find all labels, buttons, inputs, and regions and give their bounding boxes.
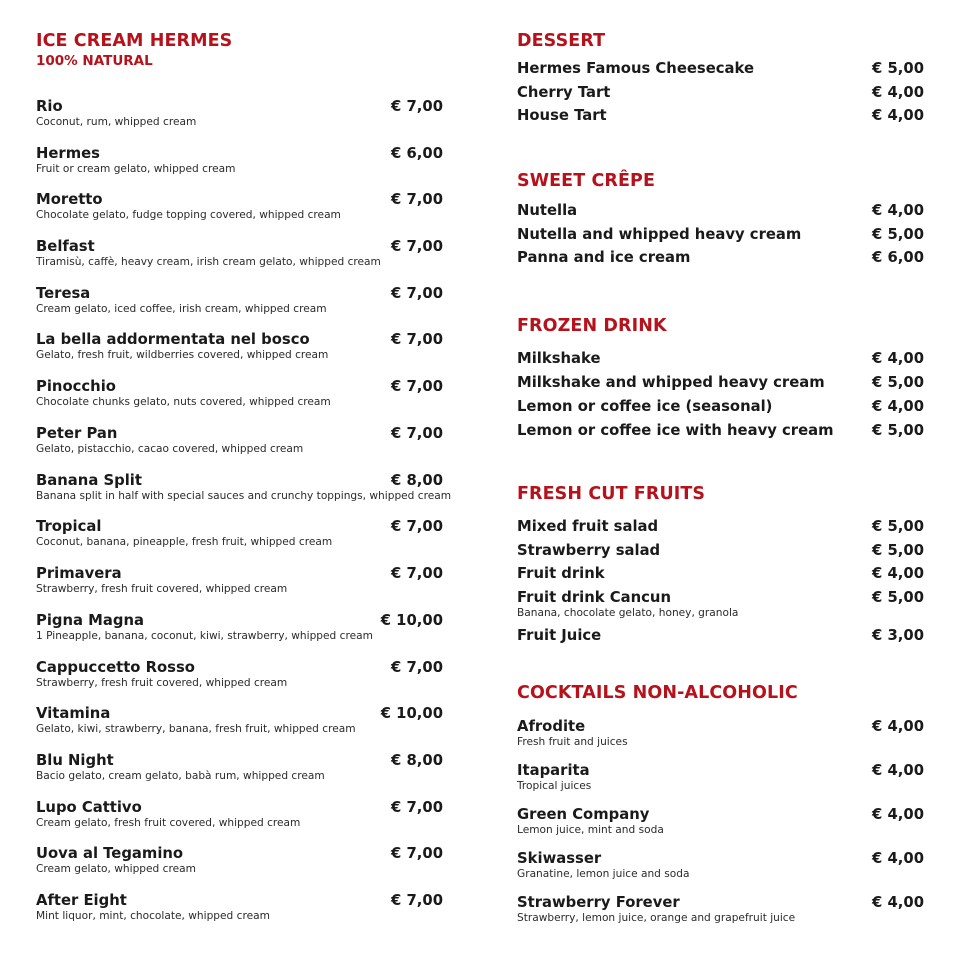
item-name: Belfast bbox=[36, 238, 95, 255]
menu-item bbox=[36, 472, 452, 503]
item-price: € 5,00 bbox=[872, 518, 924, 535]
item-description: Gelato, kiwi, strawberry, banana, fresh fruit, whipped cream bbox=[36, 723, 356, 735]
item-description: 1 Pineapple, banana, coconut, kiwi, strawberry, whipped cream bbox=[36, 630, 373, 642]
item-description: Coconut, rum, whipped cream bbox=[36, 116, 197, 128]
item-name: After Eight bbox=[36, 892, 127, 909]
item-name: Nutella bbox=[517, 202, 578, 219]
item-price: € 7,00 bbox=[391, 331, 443, 348]
item-name: Green Company bbox=[517, 806, 650, 823]
item-price: € 5,00 bbox=[872, 589, 924, 606]
item-price: € 4,00 bbox=[872, 894, 924, 911]
item-description: Mint liquor, mint, chocolate, whipped cream bbox=[36, 910, 270, 922]
item-description: Bacio gelato, cream gelato, babà rum, whipped cream bbox=[36, 770, 325, 782]
item-description: Banana, chocolate gelato, honey, granola bbox=[517, 607, 739, 619]
item-price: € 8,00 bbox=[391, 472, 443, 489]
item-name: Afrodite bbox=[517, 718, 586, 735]
item-name: Hermes bbox=[36, 145, 100, 162]
item-name: Blu Night bbox=[36, 752, 114, 769]
item-description: Gelato, pistacchio, cacao covered, whipped cream bbox=[36, 443, 304, 455]
item-name: Skiwasser bbox=[517, 850, 602, 867]
menu-item bbox=[517, 350, 927, 368]
item-price: € 7,00 bbox=[391, 425, 443, 442]
item-description: Cream gelato, iced coffee, irish cream, whipped cream bbox=[36, 303, 327, 315]
item-name: Peter Pan bbox=[36, 425, 118, 442]
menu-item bbox=[517, 202, 927, 220]
item-price: € 4,00 bbox=[872, 84, 924, 101]
item-description: Gelato, fresh fruit, wildberries covered, whipped cream bbox=[36, 349, 329, 361]
menu-item bbox=[517, 374, 927, 392]
menu-item bbox=[36, 659, 446, 690]
menu-item bbox=[517, 762, 927, 793]
item-name: Primavera bbox=[36, 565, 122, 582]
menu-item bbox=[36, 845, 446, 876]
menu-item bbox=[36, 98, 446, 129]
menu-item bbox=[36, 752, 446, 783]
item-description: Coconut, banana, pineapple, fresh fruit, whipped cream bbox=[36, 536, 333, 548]
item-price: € 5,00 bbox=[872, 60, 924, 77]
item-price: € 5,00 bbox=[872, 422, 924, 439]
item-name: Tropical bbox=[36, 518, 102, 535]
menu-item bbox=[517, 806, 927, 837]
item-price: € 7,00 bbox=[391, 565, 443, 582]
menu-item bbox=[36, 238, 446, 269]
menu-item bbox=[517, 84, 927, 102]
section-title-fresh-cut-fruits: FRESH CUT FRUITS bbox=[517, 484, 706, 504]
item-price: € 7,00 bbox=[391, 191, 443, 208]
item-name: Rio bbox=[36, 98, 63, 115]
item-description: Strawberry, lemon juice, orange and grapefruit juice bbox=[517, 912, 796, 924]
item-name: Milkshake bbox=[517, 350, 601, 367]
item-name: Mixed fruit salad bbox=[517, 518, 659, 535]
item-price: € 7,00 bbox=[391, 285, 443, 302]
menu-item bbox=[36, 191, 446, 222]
item-price: € 7,00 bbox=[391, 98, 443, 115]
menu-item bbox=[36, 331, 446, 362]
item-description: Cream gelato, fresh fruit covered, whipped cream bbox=[36, 817, 301, 829]
item-price: € 8,00 bbox=[391, 752, 443, 769]
item-name: Hermes Famous Cheesecake bbox=[517, 60, 754, 77]
menu-item bbox=[36, 518, 446, 549]
item-description: Banana split in half with special sauces and crunchy toppings, whipped cream bbox=[36, 490, 452, 502]
item-price: € 7,00 bbox=[391, 799, 443, 816]
item-name: Banana Split bbox=[36, 472, 142, 489]
item-name: House Tart bbox=[517, 107, 607, 124]
item-name: Strawberry Forever bbox=[517, 894, 680, 911]
section-title-ice-cream: ICE CREAM HERMES bbox=[36, 31, 233, 51]
item-description: Strawberry, fresh fruit covered, whipped cream bbox=[36, 677, 288, 689]
item-name: Fruit drink bbox=[517, 565, 605, 582]
menu-item bbox=[517, 565, 927, 583]
item-description: Tiramisù, caffè, heavy cream, irish cream gelato, whipped cream bbox=[36, 256, 381, 268]
item-name: Nutella and whipped heavy cream bbox=[517, 226, 802, 243]
section-title-cocktails: COCKTAILS NON-ALCOHOLIC bbox=[517, 683, 798, 703]
menu-item bbox=[517, 718, 927, 749]
item-price: € 6,00 bbox=[391, 145, 443, 162]
item-price: € 5,00 bbox=[872, 374, 924, 391]
menu-item bbox=[517, 60, 927, 78]
item-name: Milkshake and whipped heavy cream bbox=[517, 374, 825, 391]
item-price: € 5,00 bbox=[872, 226, 924, 243]
item-name: Lemon or coffee ice (seasonal) bbox=[517, 398, 773, 415]
menu-item bbox=[517, 422, 927, 440]
menu-item bbox=[517, 249, 927, 267]
item-description: Tropical juices bbox=[517, 780, 592, 792]
menu-item bbox=[36, 565, 446, 596]
item-name: Teresa bbox=[36, 285, 91, 302]
item-price: € 7,00 bbox=[391, 238, 443, 255]
menu-item bbox=[517, 107, 927, 125]
item-description: Cream gelato, whipped cream bbox=[36, 863, 196, 875]
item-price: € 10,00 bbox=[380, 612, 443, 629]
menu-item bbox=[36, 145, 446, 176]
item-price: € 4,00 bbox=[872, 202, 924, 219]
menu-item bbox=[517, 894, 927, 925]
item-description: Lemon juice, mint and soda bbox=[517, 824, 664, 836]
menu-item bbox=[36, 705, 446, 736]
menu-item bbox=[517, 589, 927, 620]
item-price: € 4,00 bbox=[872, 350, 924, 367]
item-name: Lupo Cattivo bbox=[36, 799, 142, 816]
item-price: € 10,00 bbox=[380, 705, 443, 722]
menu-item bbox=[517, 542, 927, 560]
menu-item bbox=[517, 226, 927, 244]
item-name: Moretto bbox=[36, 191, 103, 208]
item-name: Uova al Tegamino bbox=[36, 845, 184, 862]
item-price: € 7,00 bbox=[391, 845, 443, 862]
item-description: Fresh fruit and juices bbox=[517, 736, 628, 748]
item-price: € 4,00 bbox=[872, 850, 924, 867]
menu-item bbox=[36, 612, 446, 643]
item-name: Pigna Magna bbox=[36, 612, 144, 629]
item-name: Strawberry salad bbox=[517, 542, 661, 559]
menu-item bbox=[517, 850, 927, 881]
item-price: € 4,00 bbox=[872, 762, 924, 779]
menu-item bbox=[517, 518, 927, 536]
item-price: € 4,00 bbox=[872, 398, 924, 415]
item-price: € 5,00 bbox=[872, 542, 924, 559]
section-subtitle-natural: 100% NATURAL bbox=[36, 53, 153, 69]
item-name: Itaparita bbox=[517, 762, 590, 779]
menu-item bbox=[36, 892, 446, 923]
menu-item bbox=[36, 285, 446, 316]
item-description: Chocolate chunks gelato, nuts covered, whipped cream bbox=[36, 396, 331, 408]
item-description: Fruit or cream gelato, whipped cream bbox=[36, 163, 236, 175]
item-description: Chocolate gelato, fudge topping covered, whipped cream bbox=[36, 209, 341, 221]
item-name: Pinocchio bbox=[36, 378, 116, 395]
item-name: Cappuccetto Rosso bbox=[36, 659, 195, 676]
section-title-frozen-drink: FROZEN DRINK bbox=[517, 316, 667, 336]
item-description: Granatine, lemon juice and soda bbox=[517, 868, 690, 880]
menu-item bbox=[36, 378, 446, 409]
item-price: € 7,00 bbox=[391, 378, 443, 395]
item-price: € 7,00 bbox=[391, 659, 443, 676]
section-title-sweet-crepe: SWEET CRÊPE bbox=[517, 171, 655, 191]
item-name: La bella addormentata nel bosco bbox=[36, 331, 310, 348]
item-name: Fruit Juice bbox=[517, 627, 602, 644]
item-price: € 4,00 bbox=[872, 565, 924, 582]
item-description: Strawberry, fresh fruit covered, whipped cream bbox=[36, 583, 288, 595]
item-name: Fruit drink Cancun bbox=[517, 589, 671, 606]
item-name: Panna and ice cream bbox=[517, 249, 691, 266]
item-price: € 3,00 bbox=[872, 627, 924, 644]
item-price: € 7,00 bbox=[391, 892, 443, 909]
item-name: Cherry Tart bbox=[517, 84, 611, 101]
item-price: € 6,00 bbox=[872, 249, 924, 266]
item-name: Vitamina bbox=[36, 705, 111, 722]
menu-item bbox=[517, 398, 927, 416]
menu-item bbox=[517, 627, 927, 645]
item-name: Lemon or coffee ice with heavy cream bbox=[517, 422, 834, 439]
section-title-dessert: DESSERT bbox=[517, 31, 606, 51]
item-price: € 7,00 bbox=[391, 518, 443, 535]
menu-item bbox=[36, 425, 446, 456]
item-price: € 4,00 bbox=[872, 107, 924, 124]
item-price: € 4,00 bbox=[872, 718, 924, 735]
item-price: € 4,00 bbox=[872, 806, 924, 823]
menu-item bbox=[36, 799, 446, 830]
